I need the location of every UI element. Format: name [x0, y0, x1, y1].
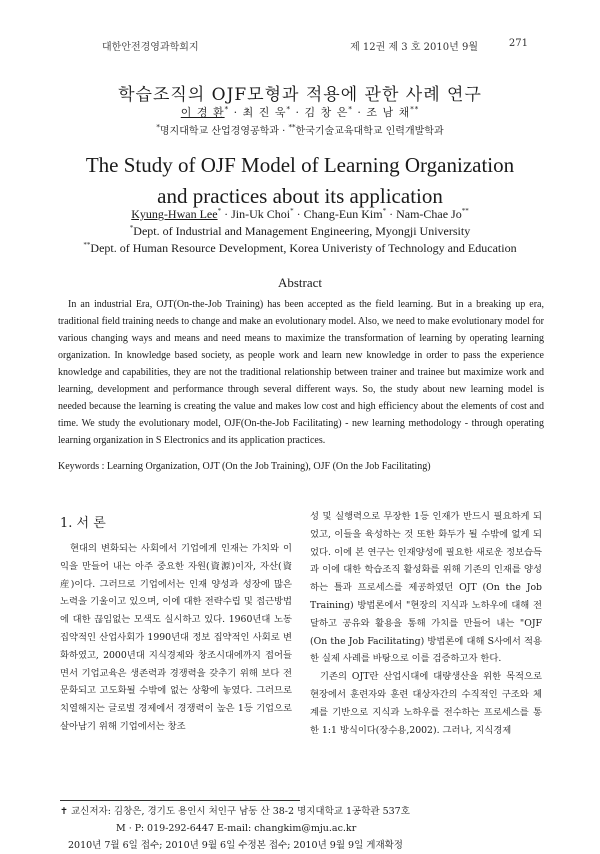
intro-paragraph-1: 현대의 변화되는 사회에서 기업에게 인재는 가치와 이익을 만들어 내는 아주 중요한 자원(資源)이자, 자산(資産)이다. 그러므로 기업에서는 인재 양성과 성장에 많은 노력을 기울이고 있으며, 이에 대한 전략수립 및 접근방법에 대한 끊임없는 모색도 실시하고 있다. 1960년대 노동 집약적인 산업사회가 1990년대 정보 집약적인 사회로 변화하였고, 2000년대 지식경제와 창조시대에까지 접어들면서 기업교육은 생존력과 경쟁력을 갖추기 위해 보다 전문화되고 고도화될 수밖에 없는 상황에 놓였다. 그러므로 치열해지는 글로벌 경제에서 경쟁력이 높은 1등 기업으로 살아남기 위해 기업에서는 창조 — [60, 543, 292, 732]
lead-author-en: Kyung-Hwan Lee — [131, 207, 218, 221]
issue-info: 제 12권 제 3 호 2010년 9월 — [350, 42, 478, 53]
abstract-heading: Abstract — [277, 275, 323, 290]
left-column — [60, 540, 292, 736]
footnote-divider — [60, 800, 300, 801]
intro-paragraph-3: 기존의 OJT란 산업시대에 대량생산을 위한 목적으로 현장에서 훈련자와 훈련 대상자간의 수직적인 구조와 체계를 기반으로 지식과 노하우를 전수하는 프로세스를 통한 1:1 방식이다(장수용,2002). 그러나, 지식경제 — [310, 671, 542, 736]
corresponding-author: ✝ 교신저자: 김창은, 경기도 용인시 처인구 남동 산 38-2 명지대학교 1공학관 537호 — [60, 806, 410, 817]
korean-authors: 이 경 환* · 최 진 욱* · 김 창 은* · 조 남 채** — [180, 105, 420, 119]
page-number: 271 — [508, 38, 528, 49]
footnotes — [60, 803, 540, 854]
keywords: Keywords : Learning Organization, OJT (On the Job Training), OJF (On the Job Facilitating) — [58, 461, 431, 472]
english-affiliation-1: *Dept. of Industrial and Management Engineering, Myongji University — [129, 224, 471, 238]
korean-title: 학습조직의 OJF모형과 적용에 관한 사례 연구 — [118, 85, 482, 105]
korean-affiliations: *명지대학교 산업경영공학과 · **한국기술교육대학교 인력개발학과 — [156, 123, 444, 137]
right-column — [310, 508, 542, 739]
section-title: 1. 서 론 — [60, 516, 106, 531]
english-affiliation-2: **Dept. of Human Resource Development, Korea Univeristy of Technology and Education — [83, 241, 517, 255]
journal-name: 대한안전경영과학회지 — [102, 42, 199, 53]
submission-dates: 2010년 7월 6일 접수; 2010년 9월 6일 수정본 접수; 2010년 9월 9일 게재확정 — [68, 840, 403, 851]
english-title: The Study of OJF Model of Learning Organization and practices about its application — [85, 153, 515, 208]
english-authors: Kyung-Hwan Lee* · Jin-Uk Choi* · Chang-Eun Kim* · Nam-Chae Jo** — [131, 207, 469, 221]
abstract-body: In an industrial Era, OJT(On-the-Job Training) has been accepted as the field learning. But in a breaking up era, traditional field training needs to change and make an evolutionary model. Also, we need to make evolutionary model for various changing ways and means and need means to maximize the transformation of learning by operating learning organization. In knowledge based society, as people work and learn new knowledge in order to pass the experience knowledge and capabilities, they are not the traditional relationship between trainer and trainee but maximize work and learning, development and performance through several different ways. So, the study about new learning model is needed because the learning is creating the value and makes low cost and high efficiency about the elements of cost and time. We study the evolutionary model, OJF(On-the-Job Facilitating) - new learning methodology - through operating learning organization in S Electronics and its application practices. — [58, 299, 544, 446]
intro-paragraph-2: 성 및 실행력으로 무장한 1등 인재가 반드시 필요하게 되었고, 이들을 육성하는 것 또한 화두가 될 수밖에 없게 되었다. 이에 본 연구는 인재양성에 필요한 새로운 정보습득과 이에 대한 학습조직 활성화를 위해 기존의 인재를 양성하는 틀과 프로세스를 제공하였던 OJT (On the Job Training) 방법론에서 "현장의 지식과 노하우에 대해 전달하고 공유와 활용을 통해 가치를 만들어 내는 "OJF (On the Job Facilitating) 방법론에 대해 S사에서 적용한 실제 사례를 바탕으로 이를 검증하고자 한다. — [310, 511, 542, 665]
contact-info: M · P: 019-292-6447 E-mail: changkim@mju.ac.kr — [116, 823, 357, 834]
lead-author-ko: 이 경 환 — [180, 106, 225, 119]
